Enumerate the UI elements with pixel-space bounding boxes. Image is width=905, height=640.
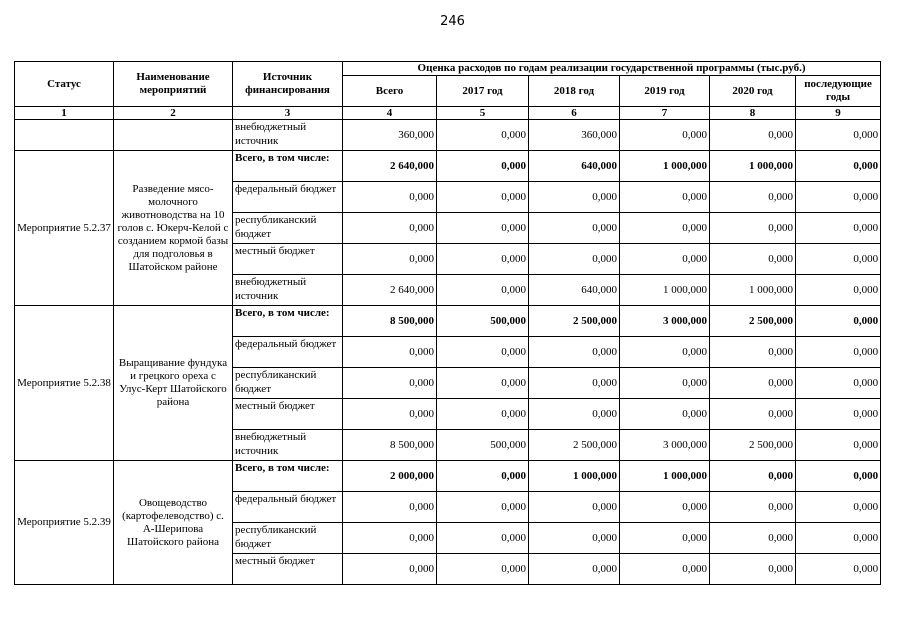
header-name: Наименование мероприятий — [114, 62, 233, 107]
amount-cell: 0,000 — [620, 244, 710, 275]
table-row — [15, 461, 881, 492]
table-row — [15, 151, 881, 182]
amount-cell: 640,000 — [529, 151, 620, 182]
header-status: Статус — [15, 62, 114, 107]
column-index: 1 — [15, 107, 114, 120]
header-year: 2017 год — [437, 76, 529, 107]
amount-cell: 0,000 — [620, 523, 710, 554]
amount-cell: 0,000 — [796, 554, 881, 585]
funding-source-cell: Всего, в том числе: — [233, 461, 343, 492]
amount-cell: 0,000 — [437, 151, 529, 182]
funding-source-cell: внебюджетный источник — [233, 120, 343, 151]
amount-cell: 0,000 — [796, 368, 881, 399]
amount-cell: 0,000 — [796, 151, 881, 182]
amount-cell: 1 000,000 — [529, 461, 620, 492]
amount-cell: 0,000 — [437, 461, 529, 492]
amount-cell: 0,000 — [710, 399, 796, 430]
amount-cell: 0,000 — [529, 368, 620, 399]
activity-name-cell: Разведение мясо-молочного животноводства на 10 голов с. Юкерч-Келой с созданием кормой базы для подголовья в Шатойском районе — [114, 151, 233, 306]
amount-cell: 0,000 — [437, 368, 529, 399]
amount-cell: 0,000 — [343, 399, 437, 430]
funding-source-cell: федеральный бюджет — [233, 182, 343, 213]
amount-cell: 1 000,000 — [710, 275, 796, 306]
amount-cell: 0,000 — [343, 182, 437, 213]
amount-cell: 0,000 — [437, 275, 529, 306]
amount-cell: 0,000 — [796, 306, 881, 337]
page-number: 246 — [440, 14, 465, 29]
amount-cell: 0,000 — [343, 244, 437, 275]
amount-cell: 0,000 — [437, 244, 529, 275]
amount-cell: 0,000 — [796, 523, 881, 554]
amount-cell: 0,000 — [529, 523, 620, 554]
header-source: Источник финансирования — [233, 62, 343, 107]
column-index-row — [15, 107, 881, 120]
amount-cell: 2 500,000 — [710, 306, 796, 337]
amount-cell: 0,000 — [343, 337, 437, 368]
amount-cell: 0,000 — [529, 244, 620, 275]
amount-cell: 0,000 — [710, 368, 796, 399]
activity-name-cell: Овощеводство (картофелеводство) с. А-Шерипова Шатойского района — [114, 461, 233, 585]
funding-source-cell: местный бюджет — [233, 554, 343, 585]
amount-cell: 0,000 — [796, 182, 881, 213]
amount-cell: 2 000,000 — [343, 461, 437, 492]
amount-cell: 0,000 — [710, 492, 796, 523]
amount-cell: 0,000 — [796, 492, 881, 523]
column-index: 2 — [114, 107, 233, 120]
column-index: 9 — [796, 107, 881, 120]
column-index: 6 — [529, 107, 620, 120]
amount-cell: 0,000 — [710, 213, 796, 244]
amount-cell: 0,000 — [710, 120, 796, 151]
amount-cell: 0,000 — [437, 492, 529, 523]
funding-source-cell: внебюджетный источник — [233, 275, 343, 306]
funding-source-cell: республиканский бюджет — [233, 213, 343, 244]
amount-cell: 360,000 — [343, 120, 437, 151]
funding-source-cell: Всего, в том числе: — [233, 306, 343, 337]
amount-cell: 0,000 — [343, 554, 437, 585]
amount-cell: 0,000 — [620, 213, 710, 244]
funding-source-cell: Всего, в том числе: — [233, 151, 343, 182]
header-year: 2020 год — [710, 76, 796, 107]
amount-cell: 0,000 — [620, 337, 710, 368]
column-index: 5 — [437, 107, 529, 120]
column-index: 7 — [620, 107, 710, 120]
amount-cell: 2 500,000 — [710, 430, 796, 461]
amount-cell: 0,000 — [529, 399, 620, 430]
amount-cell: 0,000 — [343, 492, 437, 523]
status-cell: Мероприятие 5.2.38 — [15, 306, 114, 461]
amount-cell: 0,000 — [343, 368, 437, 399]
funding-source-cell: республиканский бюджет — [233, 523, 343, 554]
amount-cell: 2 500,000 — [529, 306, 620, 337]
table-body — [15, 120, 881, 585]
funding-source-cell: местный бюджет — [233, 244, 343, 275]
amount-cell: 0,000 — [620, 182, 710, 213]
amount-cell: 8 500,000 — [343, 306, 437, 337]
amount-cell: 3 000,000 — [620, 430, 710, 461]
amount-cell: 0,000 — [620, 492, 710, 523]
amount-cell: 0,000 — [796, 337, 881, 368]
amount-cell: 0,000 — [620, 120, 710, 151]
amount-cell: 0,000 — [796, 244, 881, 275]
column-index: 4 — [343, 107, 437, 120]
amount-cell: 0,000 — [437, 523, 529, 554]
amount-cell: 0,000 — [710, 244, 796, 275]
amount-cell: 0,000 — [437, 120, 529, 151]
amount-cell: 2 640,000 — [343, 275, 437, 306]
amount-cell: 0,000 — [796, 399, 881, 430]
amount-cell: 0,000 — [529, 554, 620, 585]
funding-source-cell: федеральный бюджет — [233, 492, 343, 523]
amount-cell: 1 000,000 — [620, 461, 710, 492]
amount-cell: 0,000 — [437, 554, 529, 585]
amount-cell: 0,000 — [620, 368, 710, 399]
status-cell: Мероприятие 5.2.37 — [15, 151, 114, 306]
amount-cell: 0,000 — [710, 337, 796, 368]
activity-name-cell — [114, 120, 233, 151]
funding-source-cell: федеральный бюджет — [233, 337, 343, 368]
amount-cell: 1 000,000 — [710, 151, 796, 182]
amount-cell: 8 500,000 — [343, 430, 437, 461]
amount-cell: 0,000 — [437, 399, 529, 430]
amount-cell: 1 000,000 — [620, 275, 710, 306]
amount-cell: 0,000 — [529, 213, 620, 244]
column-index: 3 — [233, 107, 343, 120]
amount-cell: 0,000 — [529, 492, 620, 523]
amount-cell: 0,000 — [796, 120, 881, 151]
amount-cell: 2 500,000 — [529, 430, 620, 461]
amount-cell: 3 000,000 — [620, 306, 710, 337]
amount-cell: 0,000 — [710, 182, 796, 213]
amount-cell: 360,000 — [529, 120, 620, 151]
header-year: 2019 год — [620, 76, 710, 107]
amount-cell: 0,000 — [796, 430, 881, 461]
amount-cell: 0,000 — [343, 213, 437, 244]
amount-cell: 0,000 — [529, 337, 620, 368]
amount-cell: 0,000 — [437, 182, 529, 213]
amount-cell: 0,000 — [796, 461, 881, 492]
amount-cell: 0,000 — [437, 337, 529, 368]
header-year: Всего — [343, 76, 437, 107]
amount-cell: 0,000 — [710, 523, 796, 554]
header-estimate: Оценка расходов по годам реализации государственной программы (тыс.руб.) — [343, 62, 881, 76]
amount-cell: 0,000 — [620, 554, 710, 585]
status-cell — [15, 120, 114, 151]
funding-source-cell: внебюджетный источник — [233, 430, 343, 461]
amount-cell: 0,000 — [620, 399, 710, 430]
amount-cell: 640,000 — [529, 275, 620, 306]
amount-cell: 500,000 — [437, 306, 529, 337]
amount-cell: 0,000 — [710, 461, 796, 492]
header-year: 2018 год — [529, 76, 620, 107]
funding-source-cell: местный бюджет — [233, 399, 343, 430]
amount-cell: 0,000 — [710, 554, 796, 585]
header-year: последующие годы — [796, 76, 881, 107]
status-cell: Мероприятие 5.2.39 — [15, 461, 114, 585]
activity-name-cell: Выращивание фундука и грецкого ореха с Улус-Керт Шатойского района — [114, 306, 233, 461]
budget-table — [14, 61, 881, 585]
amount-cell: 0,000 — [796, 275, 881, 306]
table-row — [15, 120, 881, 151]
amount-cell: 1 000,000 — [620, 151, 710, 182]
amount-cell: 0,000 — [343, 523, 437, 554]
amount-cell: 0,000 — [437, 213, 529, 244]
table-row — [15, 306, 881, 337]
funding-source-cell: республиканский бюджет — [233, 368, 343, 399]
amount-cell: 500,000 — [437, 430, 529, 461]
amount-cell: 0,000 — [796, 213, 881, 244]
amount-cell: 0,000 — [529, 182, 620, 213]
amount-cell: 2 640,000 — [343, 151, 437, 182]
column-index: 8 — [710, 107, 796, 120]
